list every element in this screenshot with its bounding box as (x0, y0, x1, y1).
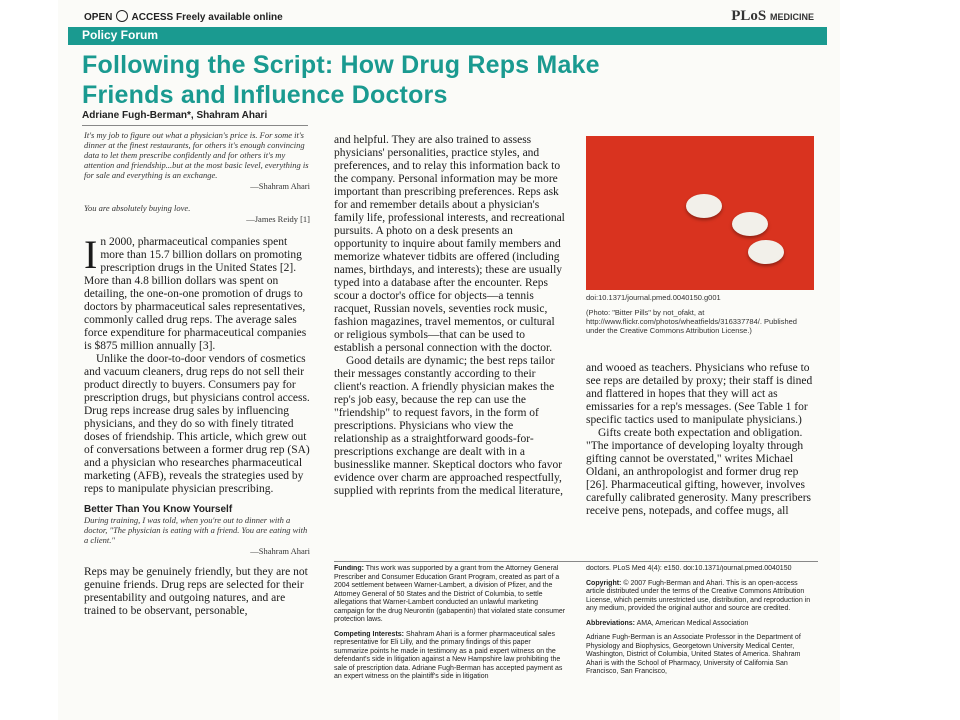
epigraph-attribution-2: —James Reidy [1] (246, 214, 310, 224)
paragraph-text: n 2000, pharmaceutical companies spent more than 15.7 billion dollars on promoting prescription drugs in the United States [2]. More than 4.8 billion dollars was spent on detailing, the one-on-one promotion of drugs to doctors by pharmaceutical sales representatives, commonly called drug reps. The average sales force expenditure for pharmaceutical companies is $875 million annually [3]. (84, 236, 307, 352)
open-label: OPEN (84, 12, 113, 23)
access-label: ACCESS (131, 12, 174, 23)
epigraph-attribution-1: —Shahram Ahari (250, 181, 310, 191)
abbreviations-label: Abbreviations: (586, 619, 636, 627)
paragraph: and wooed as teachers. Physicians who refuse to see reps are detailed by proxy; their staff is dined and flattered in hopes that they will act as emissaries for a rep's messages. (See Table 1 for specific tactics used to manipulate physicians.) (586, 362, 813, 426)
footnote-rule (334, 561, 818, 562)
author-list: Adriane Fugh-Berman*, Shahram Ahari (82, 110, 268, 121)
paragraph: Unlike the door-to-door vendors of cosmetics and vacuum cleaners, drug reps do not sell their product directly to buyers. Consumers pay for prescription drugs, but physicians control access. Drug reps increase drug sales by influencing physicians, and they do so with finely titrated doses of friendship. This article, which grew out of conversations between a former drug rep (SA) and a physician who researches pharmaceutical marketing (AFB), reveals the strategies used by reps to manipulate physician prescribing. (84, 353, 310, 495)
competing-label: Competing Interests: (334, 630, 405, 638)
pills-photo (586, 136, 814, 290)
open-access-lock-icon (116, 10, 128, 22)
article-title (82, 50, 802, 110)
pill-icon (686, 194, 722, 218)
funding-label: Funding: (334, 565, 364, 572)
section-label: Policy Forum (82, 28, 159, 42)
section-band (68, 27, 827, 45)
competing-interests (334, 631, 566, 682)
title-line-2: Friends and Influence Doctors (82, 81, 448, 109)
epigraph-quote-2: You are absolutely buying love. (84, 203, 191, 213)
competing-text: Shahram Ahari is a former pharmaceutical sales representative for Eli Lilly, and the primary findings of this paper summarize points he made in testimony as a paid expert witness on the defendant's side in litigation against a New Hampshire law prohibiting the sale of prescription data. Adriane Fugh-Berman has accepted payment as an expert witness on the plaintiff's side in litigation (334, 630, 563, 680)
paragraph: and helpful. They are also trained to assess physicians' personalities, practice styles, and preferences, and to relay this information back to the company. Personal information may be more important than prescribing preferences. Reps ask for and remember details about a physician's family life, professional interests, and recreational pursuits. A photo on a desk presents an opportunity to inquire about family members and memorize whatever tidbits are offered (including names, birthdays, and interests); these are usually typed into a database after the encounter. Reps scour a doctor's office for objects—a tennis racquet, Russian novels, seventies rock music, fashion magazines, travel mementos, or cultural or religious symbols—that can be used to establish a personal connection with the doctor. (334, 134, 565, 354)
journal-logo (731, 8, 814, 25)
epigraph-quote-1: It's my job to figure out what a physician's price is. For some it's dinner at the finest restaurants, for others it's enough convincing data to let them prescribe confidently and for others it's my attention and friendship...but at the most basic level, everything is for sale and everything is an exchange. (84, 130, 309, 180)
funding-note (334, 565, 566, 720)
freely-available-text: Freely available online (176, 12, 283, 23)
funding-text: This work was supported by a grant from the Attorney General Prescriber and Consumer Education Grant Program, created as part of a 2004 settlement between Warner-Lambert, a division of Pfizer, and the Attorney General of 50 States and the District of Columbia, to settle allegations that Warner-Lambert conducted an unlawful marketing campaign for the drug Neurontin (gabapentin) that violated state consumer protection laws. (334, 565, 566, 623)
section-heading: Better Than You Know Yourself (84, 504, 233, 515)
open-access-badge (84, 10, 283, 23)
citation-text: doctors. PLoS Med 4(4): e150. doi:10.1371/journal.pmed.0040150 (586, 565, 792, 572)
drop-cap: I (84, 232, 98, 277)
paragraph: Good details are dynamic; the best reps tailor their messages constantly according to their client's reaction. A friendly physician makes the rep's job easy, because the rep can use the "friendship" to request favors, in the form of prescriptions. Physicians who view the relationship as a straightforward goods-for-prescriptions exchange are dealt with in a businesslike manner. Skeptical doctors who favor evidence over charm are approached respectfully, supplied with reprints from the medical literature, (334, 355, 563, 497)
pill-icon (748, 240, 784, 264)
section-quote-attribution: —Shahram Ahari (250, 546, 310, 556)
copyright-label: Copyright: (586, 579, 622, 587)
column-2 (334, 134, 566, 498)
section-quote: During training, I was told, when you're out to dinner with a doctor, "The physician is eating with a friend. You are eating with a client." (84, 515, 308, 545)
pill-icon (732, 212, 768, 236)
title-line-1: Following the Script: How Drug Reps Make (82, 51, 600, 79)
column-1 (84, 130, 310, 618)
intro-paragraph (84, 232, 310, 353)
figure-caption: (Photo: "Bitter Pills" by not_ofakt, at http://www.flickr.com/photos/wheatfields/316337784/. Published under the Creative Commons Attribution License.) (586, 308, 797, 335)
article-notes (586, 565, 818, 720)
paragraph: Reps may be genuinely friendly, but they are not genuine friends. Drug reps are selected for their presentability and outgoing natures, and are trained to be observant, personable, (84, 566, 308, 617)
journal-subname: MEDICINE (769, 12, 814, 22)
figure-doi: doi:10.1371/journal.pmed.0040150.g001 (586, 293, 721, 302)
journal-name: PLoS (731, 8, 767, 24)
author-rule (82, 125, 308, 126)
column-3 (586, 362, 818, 518)
paragraph: Gifts create both expectation and obligation. "The importance of developing loyalty through gifting cannot be overstated," writes Michael Oldani, an anthropologist and former drug rep [26]. Pharmaceutical gifting, however, involves carefully calibrated generosity. Many prescribers receive pens, notepads, and coffee mugs, all (586, 427, 812, 517)
journal-header (84, 10, 826, 26)
abbreviations-text: AMA, American Medical Association (636, 619, 749, 627)
author-bio: Adriane Fugh-Berman is an Associate Professor in the Department of Physiology and Biophysics, Georgetown University Medical Center, Washington, District of Columbia, United States of America. Shahram Ahari is with the School of Pharmacy, University of California San Francisco, San Francisco, (586, 634, 801, 675)
copyright-text: © 2007 Fugh-Berman and Ahari. This is an open-access article distributed under the terms of the Creative Commons Attribution License, which permits unrestricted use, distribution, and reproduction in any medium, provided the original author and source are credited. (586, 579, 811, 612)
